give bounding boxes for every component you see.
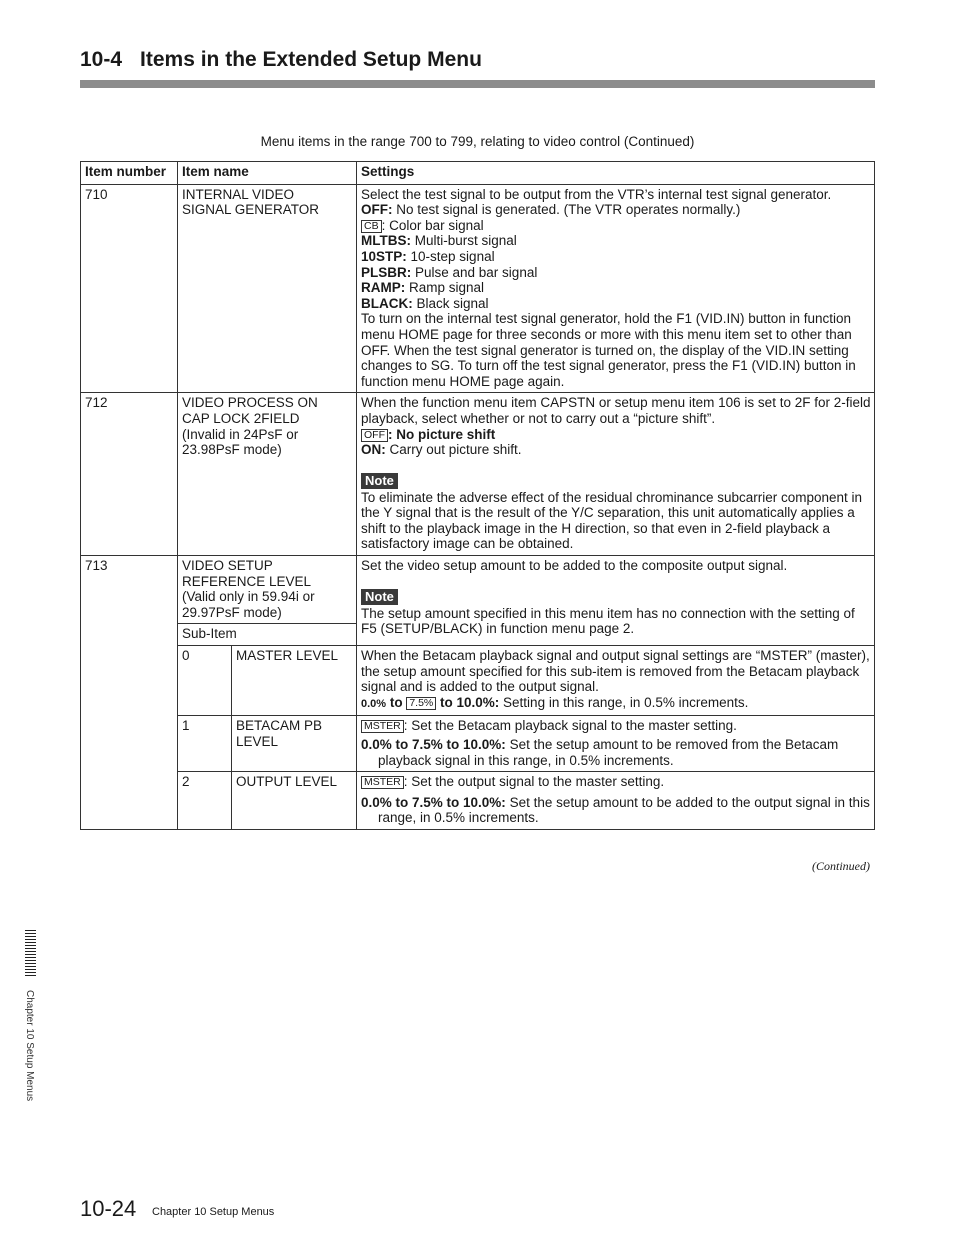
- option-10stp: 10STP: 10-step signal: [361, 248, 495, 264]
- item-name: [178, 393, 357, 556]
- table-row: [81, 646, 875, 716]
- option-master: MSTER : Set the Betacam playback signal to the master setting.: [361, 718, 871, 734]
- default-value-box: 7.5%: [406, 697, 436, 710]
- chapter-thumb-tab: [25, 930, 36, 978]
- item-name-line: SIGNAL GENERATOR: [182, 202, 320, 218]
- option-cb: CB : Color bar signal: [361, 218, 871, 234]
- note-block: [361, 473, 871, 490]
- table-row: [81, 393, 875, 556]
- sub-item-index: 0: [178, 646, 232, 716]
- section-title: Items in the Extended Setup Menu: [140, 48, 482, 71]
- option-mltbs: MLTBS: Multi-burst signal: [361, 233, 517, 249]
- item-name-line: VIDEO SETUP: [182, 558, 273, 574]
- item-settings: [357, 556, 875, 646]
- sub-item-range: 0.0% to 7.5% to 10.0%: Set the setup amount to be added to the output signal in this range, in 0.5% increments.: [361, 794, 870, 826]
- col-header-item-name: Item name: [178, 162, 357, 185]
- sub-item-settings: [357, 716, 875, 772]
- note-block: [361, 589, 871, 606]
- sub-item-desc: When the Betacam playback signal and output signal settings are “MSTER” (master), the setup amount specified for this sub-item is removed from the Betacam playback signal and is added to the output signal.: [361, 648, 870, 695]
- item-name-line: 29.97PsF mode): [182, 604, 282, 620]
- table-row: [81, 556, 875, 624]
- note-badge: Note: [361, 473, 398, 489]
- settings-instructions: To turn on the internal test signal generator, hold the F1 (VID.IN) button in function menu HOME page for three seconds or more with this menu item set to other than OFF. When the test signal generator is turned on, the display of the VID.IN setting changes to SG. To turn off the test signal generator, press the F1 (VID.IN) button in function menu HOME page again.: [361, 311, 856, 389]
- settings-intro: When the function menu item CAPSTN or setup menu item 106 is set to 2F for 2-field playback, select whether or not to carry out a “picture shift”.: [361, 395, 871, 426]
- section-number: 10-4: [80, 48, 123, 71]
- item-name-line: CAP LOCK 2FIELD: [182, 410, 300, 426]
- sub-item-range: 0.0% to 7.5% to 10.0%: Set the setup amount to be removed from the Betacam playback signal in this range, in 0.5% increments.: [361, 737, 839, 768]
- sub-item-settings: [357, 646, 875, 716]
- item-name-line: (Valid only in 59.94i or: [182, 589, 315, 605]
- sub-item-name-line: LEVEL: [236, 734, 279, 749]
- default-value-box: CB: [361, 220, 382, 233]
- item-number: 712: [81, 393, 178, 556]
- default-value-box: MSTER: [361, 776, 404, 789]
- item-name: [178, 184, 357, 393]
- settings-intro: Set the video setup amount to be added to the composite output signal.: [361, 558, 788, 574]
- sub-item-name: OUTPUT LEVEL: [232, 772, 357, 830]
- default-value-box: OFF: [361, 429, 388, 442]
- option-ramp: RAMP: Ramp signal: [361, 280, 485, 296]
- menu-items-table: [80, 161, 875, 830]
- sub-item-name: MASTER LEVEL: [232, 646, 357, 716]
- col-header-settings: Settings: [357, 162, 875, 185]
- default-value-box: MSTER: [361, 720, 404, 733]
- item-name-line: REFERENCE LEVEL: [182, 573, 312, 589]
- heading-rule: [80, 80, 875, 88]
- sidebar-chapter-label: Chapter 10 Setup Menus: [24, 990, 35, 1102]
- table-row: [81, 716, 875, 772]
- footer-chapter: Chapter 10 Setup Menus: [152, 1206, 275, 1218]
- sub-item-name: [232, 716, 357, 772]
- spacer: [361, 458, 871, 473]
- item-name-line: 23.98PsF mode): [182, 442, 282, 458]
- note-text: The setup amount specified in this menu item has no connection with the setting of F5 (SETUP/BLACK) in function menu page 2.: [361, 605, 855, 637]
- option-black: BLACK: Black signal: [361, 295, 489, 311]
- section-heading: [80, 48, 482, 72]
- item-number: 710: [81, 184, 178, 393]
- item-name: [178, 556, 357, 624]
- sub-item-range: 0.0% to 7.5% to 10.0%: Setting in this range, in 0.5% increments.: [361, 694, 749, 710]
- item-name-line: INTERNAL VIDEO: [182, 186, 295, 202]
- option-on: ON: Carry out picture shift.: [361, 442, 522, 458]
- sub-item-label: Sub-Item: [178, 624, 357, 646]
- sub-item-index: 2: [178, 772, 232, 830]
- option-off: OFF: No test signal is generated. (The VTR operates normally.): [361, 202, 741, 218]
- sub-item-index: 1: [178, 716, 232, 772]
- col-header-item-number: Item number: [81, 162, 178, 185]
- item-settings: [357, 393, 875, 556]
- continued-label: (Continued): [812, 859, 870, 873]
- spacer: [361, 574, 871, 589]
- note-badge: Note: [361, 589, 398, 605]
- table-header-row: [81, 162, 875, 185]
- table-row: [81, 184, 875, 393]
- option-plsbr: PLSBR: Pulse and bar signal: [361, 264, 538, 280]
- table-row: [81, 772, 875, 830]
- item-number: 713: [81, 556, 178, 830]
- option-master: MSTER : Set the output signal to the master setting.: [361, 774, 871, 790]
- sub-item-settings: [357, 772, 875, 830]
- page-number: 10-24: [80, 1196, 137, 1221]
- sub-item-name-line: BETACAM PB: [236, 718, 323, 734]
- item-name-line: (Invalid in 24PsF or: [182, 426, 299, 442]
- option-off: OFF : No picture shift: [361, 427, 871, 443]
- settings-intro: Select the test signal to be output from the VTR’s internal test signal generator.: [361, 186, 832, 202]
- item-settings: [357, 184, 875, 393]
- table-caption: Menu items in the range 700 to 799, relating to video control (Continued): [260, 134, 695, 149]
- item-name-line: VIDEO PROCESS ON: [182, 395, 318, 411]
- note-text: To eliminate the adverse effect of the residual chrominance subcarrier component in the Y signal that is the result of the Y/C separation, this unit automatically applies a shift to the playback image in the H direction, so that even in 2-field playback a satisfactory image can be obtained.: [361, 489, 863, 552]
